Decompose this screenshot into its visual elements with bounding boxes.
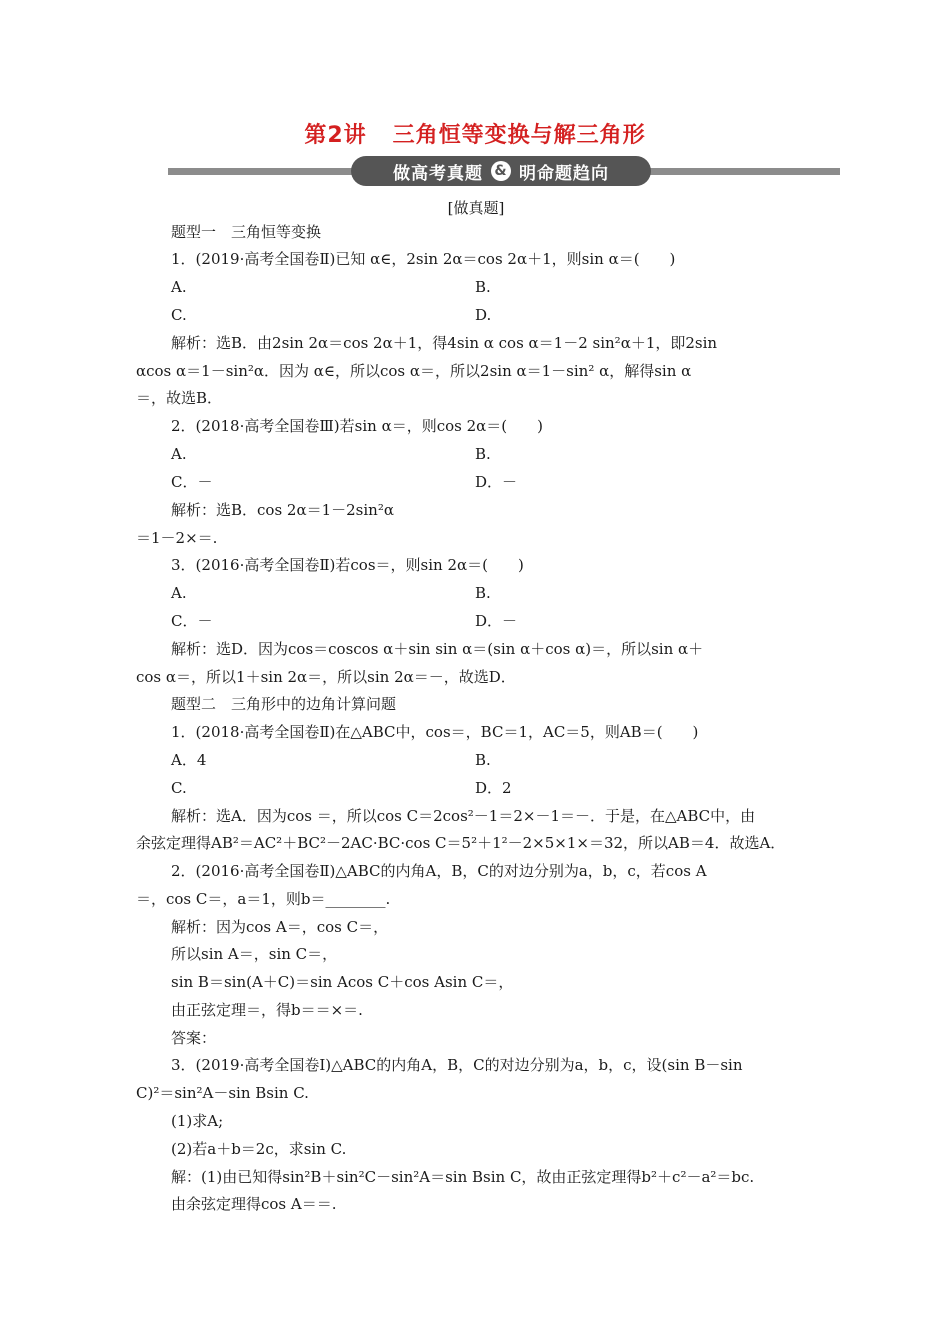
question-line: 3．(2016·高考全国卷Ⅱ)若cos＝，则sin 2α＝( ) [171, 556, 524, 574]
option-d: D．－ [475, 612, 518, 630]
option-row [136, 748, 851, 772]
answer-line: 答案： [171, 1029, 217, 1047]
option-b: B. [475, 751, 491, 769]
solution-line: ＝1－2×＝. [136, 529, 218, 547]
question-line: 1．(2019·高考全国卷Ⅱ)已知 α∈，2sin 2α＝cos 2α＋1，则sin α＝( ) [171, 250, 676, 268]
section-heading: [做真题] [447, 199, 505, 217]
option-d: D．2 [475, 779, 512, 797]
option-c: C. [171, 306, 187, 324]
solution-line: cos α＝，所以1＋sin 2α＝，所以sin 2α＝－，故选D． [136, 668, 516, 686]
lecture-topic: 三角恒等变换与解三角形 [392, 123, 646, 148]
question-line: 2．(2016·高考全国卷Ⅱ)△ABC的内角A，B，C的对边分别为a，b，c，若cos A [171, 862, 707, 880]
topic-heading-1: 题型一 三角恒等变换 [171, 223, 322, 241]
banner-pill [351, 156, 651, 186]
option-c: C．－ [171, 612, 213, 630]
option-row [136, 470, 851, 494]
solution-line: ＝，故选B． [136, 389, 223, 407]
option-d: D. [475, 306, 492, 324]
solution-line: 由余弦定理得cos A＝＝. [171, 1195, 337, 1213]
solution-line: 所以sin A＝，sin C＝， [171, 945, 338, 963]
option-row [136, 776, 851, 800]
solution-line: 解析：选B．cos 2α＝1－2sin²α [171, 501, 394, 519]
solution-line: 解析：因为cos A＝，cos C＝， [171, 918, 389, 936]
option-c: C．－ [171, 473, 213, 491]
banner-right-text: 明命题趋向 [519, 163, 609, 184]
solution-line: αcos α＝1－sin²α．因为 α∈，所以cos α＝，所以2sin α＝1－sin² α，解得sin α [136, 362, 692, 380]
solution-line: 解析：选B．由2sin 2α＝cos 2α＋1，得4sin α cos α＝1－2 sin²α＋1，即2sin [171, 334, 718, 352]
option-b: B. [475, 445, 491, 463]
option-row [136, 303, 851, 327]
option-row [136, 442, 851, 466]
option-a: A. [171, 584, 187, 602]
option-a: A．4 [171, 751, 207, 769]
banner-left-text: 做高考真题 [393, 163, 483, 184]
section-banner [168, 156, 840, 186]
option-b: B. [475, 584, 491, 602]
solution-line: 解析：选D．因为cos＝coscos α＋sin sin α＝(sin α＋cos α)＝，所以sin α＋ [171, 640, 704, 658]
solution-line: 解：(1)由已知得sin²B＋sin²C－sin²A＝sin Bsin C，故由正弦定理得b²＋c²－a²＝bc. [171, 1168, 755, 1186]
question-line: 3．(2019·高考全国卷Ⅰ)△ABC的内角A，B，C的对边分别为a，b，c，设(sin B－sin [171, 1056, 743, 1074]
question-line: ＝，cos C＝，a＝1，则b＝________. [136, 890, 391, 908]
option-row [136, 275, 851, 299]
question-part: (2)若a＋b＝2c，求sin C. [171, 1140, 347, 1158]
option-row [136, 609, 851, 633]
solution-line: 余弦定理得AB²＝AC²＋BC²－2AC·BC·cos C＝5²＋1²－2×5×1×＝32，所以AB＝4．故选A． [136, 834, 786, 852]
option-row [136, 581, 851, 605]
option-b: B. [475, 278, 491, 296]
question-line: 2．(2018·高考全国卷Ⅲ)若sin α＝，则cos 2α＝( ) [171, 417, 543, 435]
option-a: A. [171, 445, 187, 463]
solution-line: sin B＝sin(A＋C)＝sin Acos C＋cos Asin C＝， [171, 973, 514, 991]
ampersand-icon: & [491, 161, 511, 181]
option-a: A. [171, 278, 187, 296]
question-part: (1)求A; [171, 1112, 224, 1130]
question-line: C)²＝sin²A－sin Bsin C. [136, 1084, 309, 1102]
option-d: D．－ [475, 473, 518, 491]
topic-heading-2: 题型二 三角形中的边角计算问题 [171, 695, 397, 713]
solution-line: 由正弦定理＝，得b＝＝×＝. [171, 1001, 363, 1019]
question-line: 1．(2018·高考全国卷Ⅱ)在△ABC中，cos＝，BC＝1，AC＝5，则AB＝( ) [171, 723, 699, 741]
option-c: C. [171, 779, 187, 797]
solution-line: 解析：选A．因为cos ＝，所以cos C＝2cos²－1＝2×－1＝－．于是，在△ABC中，由 [171, 807, 756, 825]
page-title [0, 118, 950, 149]
lecture-number: 第2讲 [304, 123, 367, 148]
